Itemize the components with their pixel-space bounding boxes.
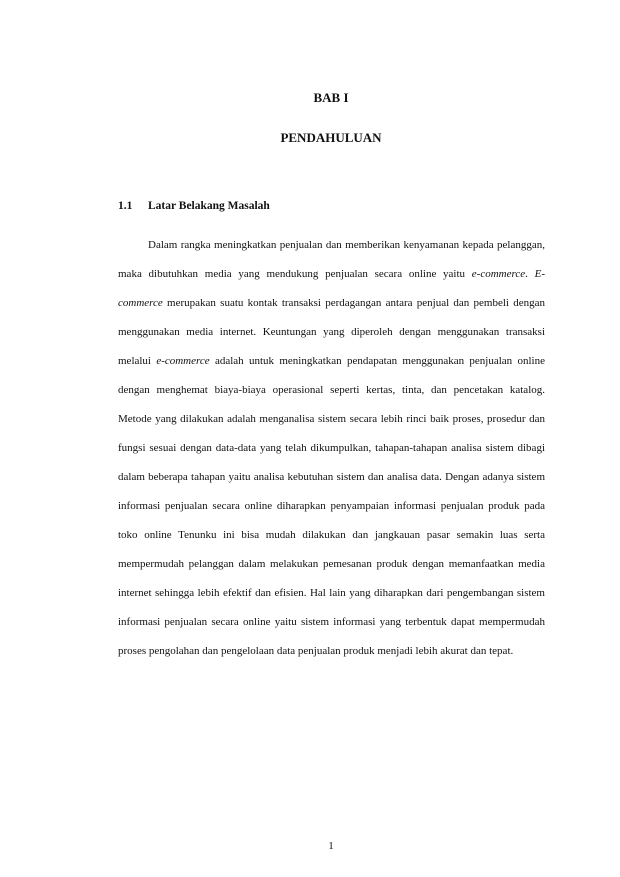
- italic-term-ecommerce-1: e-commerce: [471, 268, 526, 280]
- section-number: 1.1: [118, 200, 133, 212]
- paragraph-text-4: adalah untuk meningkatkan pendapatan menggunakan penjualan online dengan menghemat biaya-biaya operasional seperti kertas, tinta, dan pencetakan katalog. Metode yang dilakukan adalah menganalisa sistem secara lebih rinci baik proses, prosedur dan fungsi sesuai dengan data-data yang telah dikumpulkan, tahapan-tahapan analisa sistem dibagi dalam beberapa tahapan yaitu analisa kebutuhan sistem dan analisa data. Dengan adanya sistem informasi penjualan secara online diharapkan penyampaian informasi penjualan produk pada toko online Tenunku ini bisa mudah dilakukan dan jangkauan pasar semakin luas serta mempermudah pelanggan dalam melakukan pemesanan produk dengan memanfaatkan media internet sehingga lebih efektif dan efisien. Hal lain yang diharapkan dari pengembangan sistem informasi penjualan secara online yaitu sistem informasi yang terbentuk dapat mempermudah proses pengolahan dan pengelolaan data penjualan produk menjadi lebih akurat dan tepat.: [118, 355, 545, 657]
- paragraph-text-3: merupakan suatu kontak transaksi perdagangan antara penjual dan pembeli dengan menggunakan media internet. Keuntungan yang diperoleh dengan menggunakan transaksi melalui: [118, 297, 545, 367]
- paragraph-text-1: Dalam rangka meningkatkan penjualan dan memberikan kenyamanan kepada pelanggan, maka dibutuhkan media yang mendukung penjualan secara online yaitu: [118, 239, 545, 280]
- italic-term-ecommerce-2: E-commerce: [118, 268, 545, 309]
- section-title: Latar Belakang Masalah: [148, 200, 270, 212]
- chapter-number: BAB I: [313, 90, 349, 105]
- italic-term-ecommerce-3: e-commerce: [156, 355, 210, 367]
- chapter-title: PENDAHULUAN: [280, 130, 382, 145]
- section-heading: [118, 200, 270, 212]
- paragraph-text-2: .: [525, 268, 535, 280]
- body-paragraph: [118, 231, 545, 666]
- page-number: 1: [328, 840, 334, 852]
